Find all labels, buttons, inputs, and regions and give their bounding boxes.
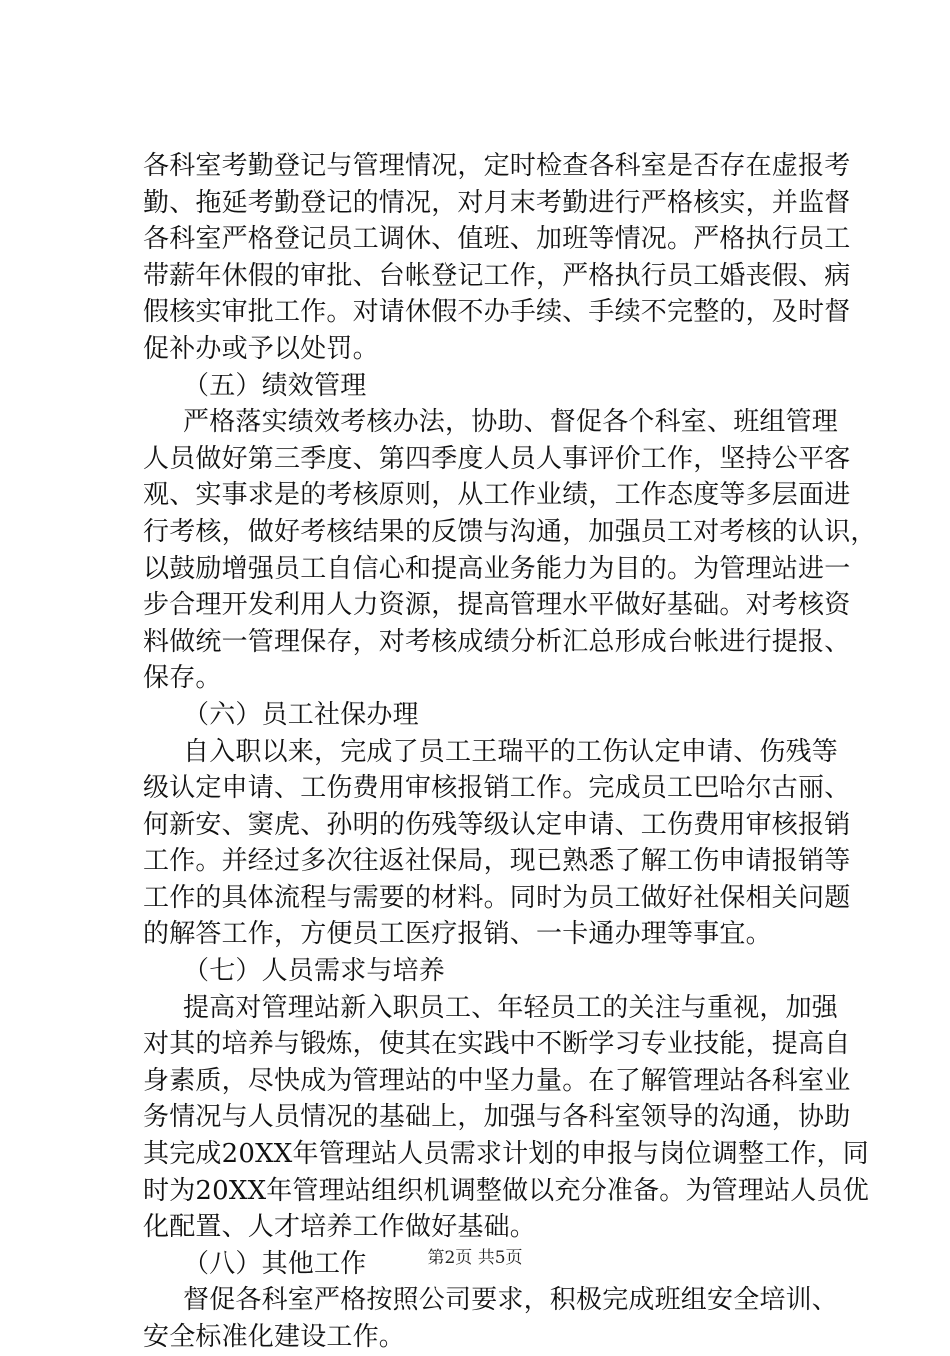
text-line: 行考核，做好考核结果的反馈与沟通，加强员工对考核的认识， bbox=[143, 516, 877, 547]
section-heading: （八）其他工作 bbox=[183, 1248, 367, 1279]
text-line: 时为20XX年管理站组织机调整做以充分准备。为管理站人员优 bbox=[143, 1175, 869, 1206]
text-line: 料做统一管理保存，对考核成绩分析汇总形成台帐进行提报、 bbox=[143, 626, 851, 657]
section-heading: （六）员工社保办理 bbox=[183, 699, 419, 730]
document-body bbox=[143, 148, 877, 1356]
text-line: 何新安、窦虎、孙明的伤残等级认定申请、工伤费用审核报销 bbox=[143, 809, 851, 840]
text-line: 安全标准化建设工作。 bbox=[143, 1322, 406, 1352]
section-heading: （五）绩效管理 bbox=[183, 370, 367, 401]
text-line: 级认定申请、工伤费用审核报销工作。完成员工巴哈尔古丽、 bbox=[143, 773, 851, 804]
text-line: 人员做好第三季度、第四季度人员人事评价工作，坚持公平客 bbox=[143, 443, 851, 474]
section-heading: （七）人员需求与培养 bbox=[183, 956, 446, 987]
text-line: 观、实事求是的考核原则，从工作业绩，工作态度等多层面进 bbox=[143, 480, 851, 511]
text-line: 促补办或予以处罚。 bbox=[143, 333, 379, 364]
text-line: 勤、拖延考勤登记的情况，对月末考勤进行严格核实，并监督 bbox=[143, 187, 851, 218]
paragraph-first-line: 提高对管理站新入职员工、年轻员工的关注与重视，加强 bbox=[183, 992, 839, 1023]
text-line: 工作。并经过多次往返社保局，现已熟悉了解工伤申请报销等 bbox=[143, 846, 851, 877]
text-line: 化配置、人才培养工作做好基础。 bbox=[143, 1212, 537, 1243]
paragraph-first-line: 自入职以来，完成了员工王瑞平的工伤认定申请、伤残等 bbox=[183, 736, 839, 767]
text-line: 对其的培养与锻炼，使其在实践中不断学习专业技能，提高自 bbox=[143, 1029, 851, 1060]
text-line: 假核实审批工作。对请休假不办手续、手续不完整的，及时督 bbox=[143, 297, 851, 328]
text-line: 步合理开发利用人力资源，提高管理水平做好基础。对考核资 bbox=[143, 590, 851, 621]
text-line: 保存。 bbox=[143, 663, 222, 694]
text-line: 各科室考勤登记与管理情况，定时检查各科室是否存在虚报考 bbox=[143, 151, 851, 181]
text-line: 身素质，尽快成为管理站的中坚力量。在了解管理站各科室业 bbox=[143, 1065, 851, 1096]
text-line: 其完成20XX年管理站人员需求计划的申报与岗位调整工作，同 bbox=[143, 1139, 869, 1170]
paragraph-first-line: 督促各科室严格按照公司要求，积极完成班组安全培训、 bbox=[183, 1285, 839, 1316]
text-line: 工作的具体流程与需要的材料。同时为员工做好社保相关问题 bbox=[143, 882, 851, 913]
text-line: 带薪年休假的审批、台帐登记工作，严格执行员工婚丧假、病 bbox=[143, 260, 851, 291]
text-line: 各科室严格登记员工调休、值班、加班等情况。严格执行员工 bbox=[143, 224, 851, 255]
text-line: 务情况与人员情况的基础上，加强与各科室领导的沟通，协助 bbox=[143, 1102, 851, 1133]
page-number-footer: 第2页 共5页 bbox=[427, 1248, 523, 1268]
text-line: 的解答工作，方便员工医疗报销、一卡通办理等事宜。 bbox=[143, 919, 772, 950]
paragraph-first-line: 严格落实绩效考核办法，协助、督促各个科室、班组管理 bbox=[183, 407, 839, 438]
text-line: 以鼓励增强员工自信心和提高业务能力为目的。为管理站进一 bbox=[143, 553, 851, 584]
